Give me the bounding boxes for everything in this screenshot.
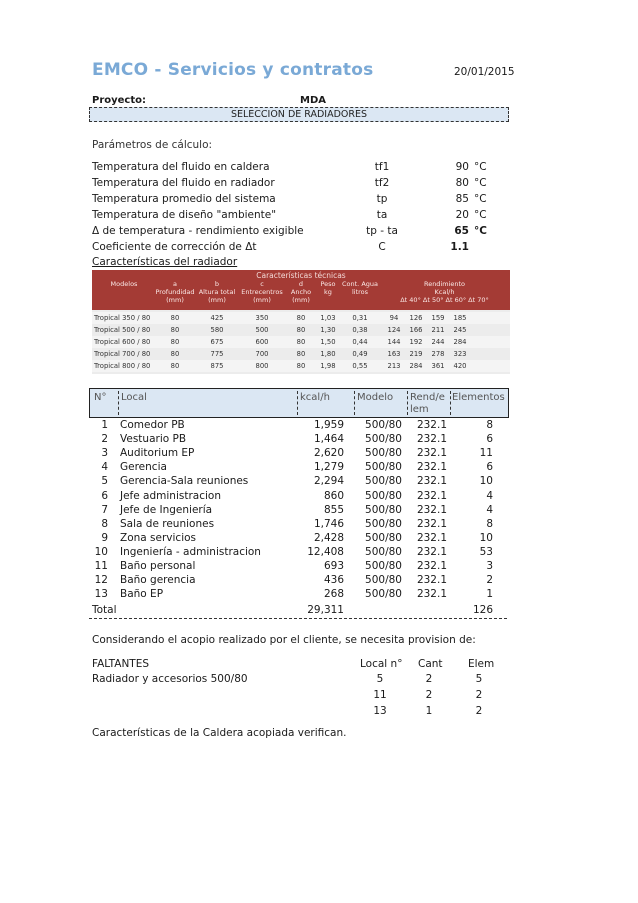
tech-cell: 0,55 [352,362,368,370]
row-rend: 232.1 [416,517,447,530]
tech-specs-caption: Características técnicas [256,271,346,280]
row-n: 6 [101,489,108,502]
provision-cant: 2 [425,689,433,701]
param-label: Temperatura de diseño "ambiente" [92,209,277,221]
tech-cell: 244 [431,338,445,346]
tech-col-header-line: d [298,280,304,288]
param-row [92,225,512,241]
tech-row [92,348,510,360]
provision-text: Considerando el acopio realizado por el cliente, se necesita provision de: [92,634,476,646]
table-row [92,588,504,602]
tech-cell: 124 [387,326,401,334]
tech-col-header-line: Cont. Agua [342,280,378,288]
provision-col-cant: Cant [418,658,443,670]
tech-cell: 323 [453,350,467,358]
row-n: 3 [101,447,108,460]
row-rend: 232.1 [416,461,447,474]
provision-col-local: Local n° [360,658,403,670]
row-rend: 232.1 [416,545,447,558]
row-n: 2 [101,433,108,446]
row-modelo: 500/80 [365,517,402,530]
tech-col-header-line: (mm) [292,296,310,304]
param-row [92,161,512,177]
total-elem: 126 [472,604,493,616]
tech-cell: 800 [255,362,269,370]
param-symbol: tp - ta [366,225,398,237]
tech-cell: 1,80 [320,350,336,358]
tech-col-header-line: Profundidad [155,288,195,296]
table-row [92,546,504,560]
tech-cell: 0,44 [352,338,368,346]
tech-cell: 1,98 [320,362,336,370]
row-rend: 232.1 [416,419,447,431]
tech-col-header-line: c [260,280,264,288]
document-date: 20/01/2015 [454,66,515,78]
params-title: Parámetros de cálculo: [92,139,213,151]
row-elem: 1 [486,588,493,601]
row-kcal: 2,620 [313,447,344,460]
row-elem: 6 [486,433,493,446]
tech-cell: 284 [409,362,423,370]
tech-cell: 80 [170,350,180,358]
row-local: Vestuario PB [120,433,187,446]
row-elem: 6 [486,461,493,474]
tech-cell: 80 [296,326,306,334]
row-modelo: 500/80 [365,588,402,601]
param-row [92,209,512,225]
tech-col-header-line: kg [324,288,332,296]
param-unit: °C [474,193,487,205]
tech-col-header-line: Peso [320,280,336,288]
section-title-box: SELECCION DE RADIADORES [89,107,509,122]
total-kcal: 29,311 [307,604,344,616]
row-modelo: 500/80 [365,531,402,544]
row-elem: 4 [486,503,493,516]
row-modelo: 500/80 [365,489,402,502]
row-kcal: 2,294 [313,475,344,488]
row-elem: 4 [486,489,493,502]
row-n: 7 [101,503,108,516]
tech-col-header-line: Δt 40° Δt 50° Δt 60° Δt 70° [400,296,489,304]
row-local: Baño personal [120,560,196,572]
tech-cell: 0,38 [352,326,368,334]
tech-col-header [96,280,152,288]
project-label: Proyecto: [92,95,147,106]
row-kcal: 12,408 [307,545,344,558]
provision-header-row [92,658,512,672]
table-row [92,419,504,433]
tech-cell: 278 [431,350,445,358]
row-elem: 2 [486,574,493,587]
col-local: Local [121,392,147,403]
row-rend: 232.1 [416,574,447,587]
table-row [92,560,504,574]
tech-col-header [288,280,314,304]
row-elem: 8 [486,517,493,530]
tech-cell: 211 [431,326,445,334]
tech-col-header [316,280,340,296]
table-row [92,447,504,461]
locals-total-row [89,604,507,619]
provision-cant: 2 [425,673,433,685]
tech-cell: 500 [255,326,269,334]
total-label: Total [92,604,117,616]
provision-cant: 1 [425,705,433,717]
tech-cell: 284 [453,338,467,346]
row-n: 1 [101,419,108,431]
provision-row [92,705,512,719]
table-row [92,504,504,518]
tech-col-header-line: (mm) [253,296,271,304]
row-local: Gerencia-Sala reuniones [120,475,249,488]
provision-row [92,689,512,703]
tech-cell: 875 [210,362,224,370]
table-row [92,574,504,588]
provision-row [92,673,512,687]
row-local: Ingeniería - administracion [120,545,261,558]
row-rend: 232.1 [416,447,447,460]
tech-col-header-line: Entrecentros [241,288,283,296]
tech-cell: 1,30 [320,326,336,334]
param-unit: °C [474,209,487,221]
param-label: Temperatura promedio del sistema [92,193,276,205]
provision-elem: 5 [475,673,483,685]
row-local: Gerencia [120,461,167,474]
tech-cell: Tropical 700 / 80 [94,350,151,358]
row-modelo: 500/80 [365,545,402,558]
row-rend: 232.1 [416,489,447,502]
table-row [92,532,504,546]
row-rend: 232.1 [416,588,447,601]
row-modelo: 500/80 [365,419,402,431]
param-unit: °C [474,161,487,173]
locals-table-header [89,388,509,418]
row-local: Baño EP [120,588,164,601]
tech-col-header-line: Kcal/h [434,288,455,296]
tech-col-header [340,280,380,296]
tech-col-header-line: Rendimiento [423,280,466,288]
tech-cell: 80 [170,326,180,334]
param-symbol: tp [376,193,388,205]
provision-col-elem: Elem [468,658,495,670]
table-row [92,490,504,504]
tech-col-header [154,280,196,304]
tech-cell: 213 [387,362,401,370]
tech-col-header-line: Altura total [198,288,236,296]
tech-cell: 166 [409,326,423,334]
row-local: Auditorium EP [120,447,195,460]
param-row [92,177,512,193]
tech-cell: 80 [296,362,306,370]
param-value: 85 [455,193,469,205]
param-label: Temperatura del fluido en caldera [92,161,270,173]
param-row [92,241,512,257]
provision-local: 11 [373,689,387,701]
tech-cell: 775 [210,350,224,358]
row-n: 13 [94,588,108,601]
tech-cell: 126 [409,314,423,322]
param-label: Coeficiente de corrección de Δt [92,241,257,253]
tech-cell: 80 [170,362,180,370]
tech-cell: 192 [409,338,423,346]
param-label: Temperatura del fluido en radiador [92,177,275,189]
row-kcal: 855 [323,503,344,516]
tech-cell: 185 [453,314,467,322]
row-local: Baño gerencia [120,574,196,587]
tech-cell: 219 [409,350,423,358]
tech-row [92,312,510,324]
row-kcal: 268 [323,588,344,601]
tech-specs-image [92,270,510,374]
row-rend: 232.1 [416,475,447,488]
tech-cell: Tropical 600 / 80 [94,338,151,346]
tech-cell: 361 [431,362,445,370]
param-value: 90 [455,161,469,173]
param-unit: °C [474,225,487,237]
tech-cell: 350 [255,314,269,322]
row-kcal: 1,959 [313,419,344,431]
tech-row [92,360,510,372]
tech-cell: 80 [296,338,306,346]
tech-row [92,324,510,336]
param-value: 1.1 [450,241,469,253]
tech-col-header-line: a [173,280,177,288]
tech-cell: 80 [296,314,306,322]
provision-elem: 2 [475,689,483,701]
provision-elem: 2 [475,705,483,717]
tech-cell: 580 [210,326,224,334]
table-row [92,433,504,447]
row-rend: 232.1 [416,503,447,516]
row-modelo: 500/80 [365,461,402,474]
row-elem: 3 [486,560,493,572]
row-local: Jefe administracion [120,489,221,502]
param-symbol: ta [376,209,388,221]
col-modelo: Modelo [357,392,394,403]
row-kcal: 860 [323,489,344,502]
row-kcal: 1,746 [313,517,344,530]
param-symbol: tf1 [374,161,390,173]
tech-col-header-line: litros [351,288,369,296]
param-row [92,193,512,209]
row-modelo: 500/80 [365,433,402,446]
param-symbol: tf2 [374,177,390,189]
row-local: Zona servicios [120,531,197,544]
tech-col-header [382,280,507,304]
tech-cell: 700 [255,350,269,358]
tech-specs-header [92,270,510,310]
tech-cell: 0,49 [352,350,368,358]
faltantes-label: FALTANTES [92,658,150,670]
row-elem: 11 [479,447,493,460]
tech-cell: 94 [389,314,399,322]
row-kcal: 2,428 [313,531,344,544]
tech-cell: 1,50 [320,338,336,346]
table-row [92,461,504,475]
row-elem: 10 [479,475,493,488]
table-row [92,475,504,489]
tech-row [92,336,510,348]
row-local: Comedor PB [120,419,185,431]
row-modelo: 500/80 [365,447,402,460]
row-elem: 10 [479,531,493,544]
col-n: N° [94,392,107,403]
row-local: Sala de reuniones [120,517,215,530]
tech-col-header-line: Modelos [110,280,138,288]
row-elem: 53 [479,545,493,558]
provision-local: 13 [373,705,387,717]
param-value: 20 [455,209,469,221]
tech-cell: 80 [170,338,180,346]
tech-col-header-line: Ancho [290,288,312,296]
tech-cell: 0,31 [352,314,368,322]
param-unit: °C [474,177,487,189]
provision-item-label: Radiador y accesorios 500/80 [92,673,248,685]
tech-col-header [237,280,287,304]
col-elementos: Elementos [452,392,505,403]
tech-cell: 600 [255,338,269,346]
provision-local: 5 [376,673,384,685]
row-modelo: 500/80 [365,574,402,587]
tech-col-header [197,280,237,304]
tech-cell: Tropical 500 / 80 [94,326,151,334]
radiator-title: Características del radiador [92,256,238,268]
row-n: 5 [101,475,108,488]
table-row [92,518,504,532]
tech-col-header-line: (mm) [208,296,226,304]
param-symbol: C [378,241,386,253]
row-rend: 232.1 [416,433,447,446]
row-n: 10 [94,545,108,558]
param-value: 65 [454,225,469,237]
tech-cell: 245 [453,326,467,334]
row-modelo: 500/80 [365,560,402,572]
tech-cell: 163 [387,350,401,358]
tech-col-header-line: b [214,280,220,288]
document-title: EMCO - Servicios y contratos [92,60,374,80]
tech-cell: 80 [296,350,306,358]
row-kcal: 1,279 [313,461,344,474]
tech-cell: 1,03 [320,314,336,322]
param-value: 80 [455,177,469,189]
row-rend: 232.1 [416,560,447,572]
tech-cell: Tropical 800 / 80 [94,362,151,370]
tech-cell: 80 [170,314,180,322]
row-n: 12 [94,574,108,587]
footer-text: Características de la Caldera acopiada verifican. [92,727,347,739]
row-modelo: 500/80 [365,503,402,516]
tech-cell: 425 [210,314,224,322]
row-n: 8 [101,517,108,530]
param-label: Δ de temperatura - rendimiento exigible [92,225,304,237]
row-n: 4 [101,461,108,474]
tech-cell: Tropical 350 / 80 [94,314,151,322]
row-n: 11 [94,560,108,572]
col-rend: Rend/e lem [410,392,445,415]
row-elem: 8 [486,419,493,431]
tech-cell: 159 [431,314,445,322]
row-local: Jefe de Ingeniería [120,503,213,516]
row-modelo: 500/80 [365,475,402,488]
row-rend: 232.1 [416,531,447,544]
row-kcal: 1,464 [313,433,344,446]
col-kcal: kcal/h [300,392,330,403]
tech-cell: 144 [387,338,401,346]
row-kcal: 693 [323,560,344,572]
row-n: 9 [101,531,108,544]
tech-cell: 420 [453,362,467,370]
tech-col-header-line: (mm) [166,296,184,304]
row-kcal: 436 [323,574,344,587]
tech-cell: 675 [210,338,224,346]
project-value: MDA [300,95,326,106]
